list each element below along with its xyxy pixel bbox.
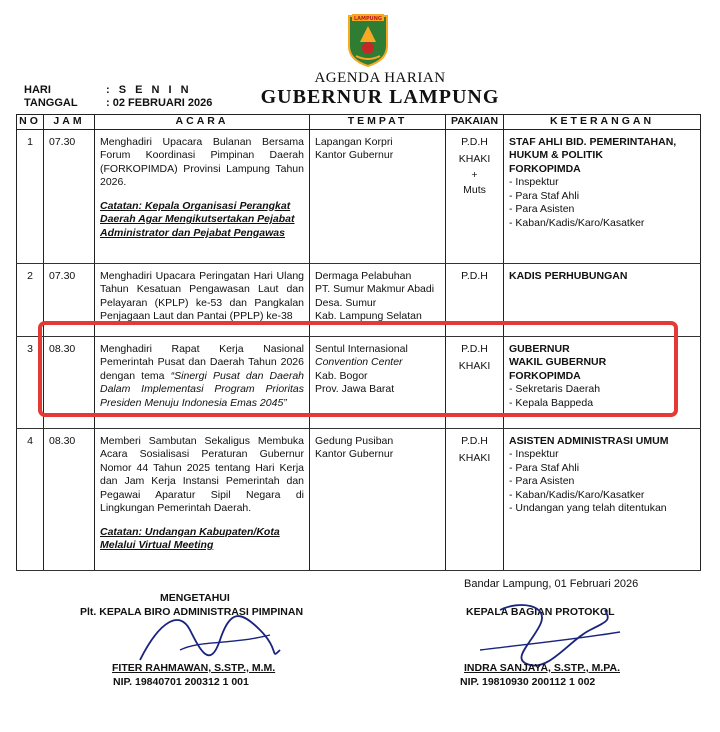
acara-note: Catatan: Kepala Organisasi Perangkat Daerah Agar Mengikutsertakan Pejabat Administrator dan Pejabat Pengawas <box>100 199 295 239</box>
acara-text: Menghadiri Rapat Kerja Nasional Pemerintah Pusat dan Daerah Tahun 2026 dengan tema <box>100 343 304 382</box>
col-pakaian: PAKAIAN <box>446 115 504 130</box>
row-keterangan <box>504 264 701 337</box>
left-signer-position: Plt. KEPALA BIRO ADMINISTRASI PIMPINAN <box>80 606 304 618</box>
signature-place-date: Bandar Lampung, 01 Februari 2026 <box>464 578 639 590</box>
row-pakaian <box>446 337 504 429</box>
row-tempat <box>310 337 446 429</box>
row-no: 2 <box>17 264 44 337</box>
pakaian-line: KHAKI <box>458 153 491 166</box>
left-signer-nip: NIP. 19840701 200312 1 001 <box>113 676 249 688</box>
ket-item: - Kaban/Kadis/Karo/Kasatker <box>509 217 695 230</box>
acara-text: Menghadiri Upacara Peringatan Hari Ulang Tahun Kesatuan Pengawasan Laut dan Pelayaran (KPLP) ke-53 dan Pangkalan Penjagaan Laut dan Pantai (PPLP) ke-38 <box>100 270 304 323</box>
ket-head: GUBERNUR <box>509 343 570 355</box>
col-acara: ACARA <box>95 115 310 130</box>
pakaian-line: P.D.H <box>461 435 488 447</box>
ket-head: WAKIL GUBERNUR <box>509 356 607 369</box>
tempat-line: Sentul Internasional <box>315 343 408 355</box>
pakaian-line: P.D.H <box>461 343 488 355</box>
pakaian-line: P.D.H <box>461 270 488 282</box>
ket-item: - Kepala Bappeda <box>509 397 695 410</box>
table-row <box>17 264 701 337</box>
row-no: 1 <box>17 130 44 264</box>
col-keterangan: KETERANGAN <box>504 115 701 130</box>
ket-head: FORKOPIMDA <box>509 369 581 382</box>
date-value: : 02 FEBRUARI 2026 <box>106 97 213 109</box>
agenda-table <box>16 114 701 571</box>
row-jam: 08.30 <box>44 337 95 429</box>
tempat-line: Kantor Gubernur <box>315 149 394 162</box>
left-signer-title: MENGETAHUI <box>160 592 230 604</box>
ket-item: - Undangan yang telah ditentukan <box>509 502 695 515</box>
row-no: 4 <box>17 429 44 571</box>
ket-head: KADIS PERHUBUNGAN <box>509 270 628 282</box>
ket-item: - Kaban/Kadis/Karo/Kasatker <box>509 489 695 502</box>
row-jam: 07.30 <box>44 130 95 264</box>
svg-text:LAMPUNG: LAMPUNG <box>353 16 383 22</box>
row-keterangan <box>504 429 701 571</box>
tempat-line: Lapangan Korpri <box>315 136 393 148</box>
acara-theme: “Sinergi Pusat dan Daerah Dalam Implementasi Program Prioritas Presiden Menuju Indonesia Emas 2045” <box>100 369 304 409</box>
ket-item: - Para Asisten <box>509 203 695 216</box>
tempat-line: Dermaga Pelabuhan <box>315 270 412 282</box>
tempat-line: Kantor Gubernur <box>315 448 394 461</box>
right-signer-position: KEPALA BAGIAN PROTOKOL <box>466 606 615 618</box>
pakaian-line: KHAKI <box>458 360 491 373</box>
table-header-row <box>17 115 701 130</box>
ket-head: ASISTEN ADMINISTRASI UMUM <box>509 435 669 447</box>
ket-item: - Inspektur <box>509 448 695 461</box>
tempat-line: PT. Sumur Makmur Abadi <box>315 283 435 296</box>
pakaian-line: P.D.H <box>461 136 488 148</box>
row-acara <box>95 337 310 429</box>
date-label: TANGGAL <box>24 97 78 109</box>
col-no: NO <box>17 115 44 130</box>
tempat-line: Kab. Bogor <box>315 369 368 382</box>
ket-head: STAF AHLI BID. PEMERINTAHAN, HUKUM & POLITIK <box>509 136 677 162</box>
day-value: : S E N I N <box>106 84 192 96</box>
right-signer-name: INDRA SANJAYA, S.STP., M.PA. <box>464 662 620 674</box>
table-row <box>17 429 701 571</box>
ket-item: - Para Staf Ahli <box>509 190 695 203</box>
tempat-line: Convention Center <box>315 356 403 369</box>
lampung-logo-icon <box>346 12 390 68</box>
ket-item: - Inspektur <box>509 176 695 189</box>
ket-item: - Sekretaris Daerah <box>509 383 695 396</box>
row-jam: 07.30 <box>44 264 95 337</box>
row-jam: 08.30 <box>44 429 95 571</box>
tempat-line: Prov. Jawa Barat <box>315 383 395 396</box>
row-acara <box>95 264 310 337</box>
ket-head: FORKOPIMDA <box>509 162 581 175</box>
day-label: HARI <box>24 84 51 96</box>
pakaian-line: + <box>471 168 478 181</box>
acara-text: Memberi Sambutan Sekaligus Membuka Acara Sosialisasi Peraturan Gubernur Nomor 44 Tahun 2025 tentang Hari Kerja dan Jam Kerja Instansi Pemerintah dan Pegawai Aparatur Sipil Negara di Lingkungan Pemerintah Daerah. <box>100 435 304 515</box>
pakaian-line: KHAKI <box>458 452 491 465</box>
row-tempat <box>310 130 446 264</box>
ket-item: - Para Asisten <box>509 475 695 488</box>
tempat-line: Desa. Sumur <box>315 296 377 309</box>
row-no: 3 <box>17 337 44 429</box>
col-jam: JAM <box>44 115 95 130</box>
row-acara <box>95 429 310 571</box>
acara-text: Menghadiri Upacara Bulanan Bersama Forum Koordinasi Pimpinan Daerah (FORKOPIMDA) Provinsi Lampung Tahun 2026. <box>100 136 304 189</box>
row-pakaian <box>446 264 504 337</box>
row-pakaian <box>446 429 504 571</box>
col-tempat: TEMPAT <box>310 115 446 130</box>
row-pakaian <box>446 130 504 264</box>
right-signer-nip: NIP. 19810930 200112 1 002 <box>460 676 596 688</box>
row-acara <box>95 130 310 264</box>
governor-title: GUBERNUR LAMPUNG <box>260 86 500 108</box>
left-signer-name: FITER RAHMAWAN, S.STP., M.M. <box>112 662 276 674</box>
table-row <box>17 130 701 264</box>
pakaian-line: Muts <box>463 184 486 197</box>
agenda-title: AGENDA HARIAN <box>314 70 446 86</box>
ket-item: - Para Staf Ahli <box>509 462 695 475</box>
tempat-line: Kab. Lampung Selatan <box>315 310 422 323</box>
row-keterangan <box>504 337 701 429</box>
acara-note: Catatan: Undangan Kabupaten/Kota Melalui Virtual Meeting <box>100 525 280 552</box>
row-tempat <box>310 429 446 571</box>
tempat-line: Gedung Pusiban <box>315 435 394 447</box>
row-tempat <box>310 264 446 337</box>
table-row <box>17 337 701 429</box>
row-keterangan <box>504 130 701 264</box>
